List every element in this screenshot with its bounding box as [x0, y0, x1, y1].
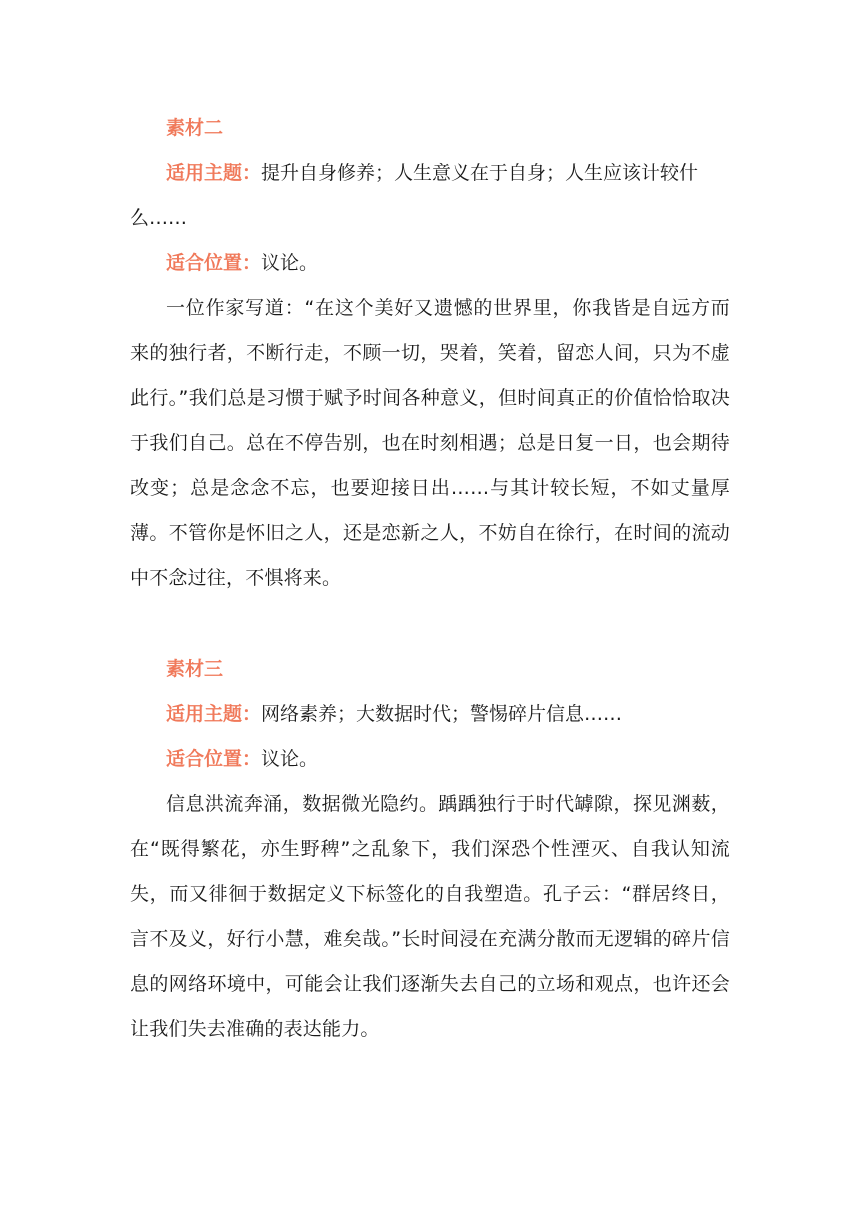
body-paragraph: 一位作家写道：“在这个美好又遗憾的世界里，你我皆是自远方而来的独行者，不断行走，不顾一切，哭着，笑着，留恋人间，只为不虚此行。”我们总是习惯于赋予时间各种意义，但时间真正的价值恰恰取决于我们自己。总在不停告别，也在时刻相遇；总是日复一日，也会期待改变；总是念念不忘，也要迎接日出……与其计较长短，不如丈量厚薄。不管你是怀旧之人，还是恋新之人，不妨自在徐行，在时间的流动中不念过往，不惧将来。 — [130, 297, 730, 589]
section-title: 素材二 — [166, 117, 224, 139]
position-value: 议论。 — [261, 252, 319, 274]
material-section-3 — [130, 647, 730, 1052]
theme-line — [130, 692, 730, 737]
theme-value: 网络素养；大数据时代；警惕碎片信息…… — [261, 703, 623, 725]
body-paragraph: 信息洪流奔涌，数据微光隐约。踽踽独行于时代罅隙，探见渊薮，在“既得繁花，亦生野稗”之乱象下，我们深恐个性湮灭、自我认知流失，而又徘徊于数据定义下标签化的自我塑造。孔子云：“群居终日，言不及义，好行小慧，难矣哉。”长时间浸在充满分散而无逻辑的碎片信息的网络环境中，可能会让我们逐渐失去自己的立场和观点，也许还会让我们失去准确的表达能力。 — [130, 793, 730, 1040]
theme-label: 适用主题： — [166, 162, 262, 184]
document-page — [130, 106, 730, 1052]
position-line — [130, 241, 730, 286]
theme-value: 提升自身修养；人生意义在于自身；人生应该计较什么…… — [130, 162, 699, 229]
theme-label: 适用主题： — [166, 703, 262, 725]
material-section-2 — [130, 106, 730, 601]
position-label: 适合位置： — [166, 252, 262, 274]
position-line — [130, 737, 730, 782]
theme-line — [130, 151, 730, 241]
position-label: 适合位置： — [166, 748, 262, 770]
section-title: 素材三 — [166, 658, 224, 680]
position-value: 议论。 — [261, 748, 319, 770]
